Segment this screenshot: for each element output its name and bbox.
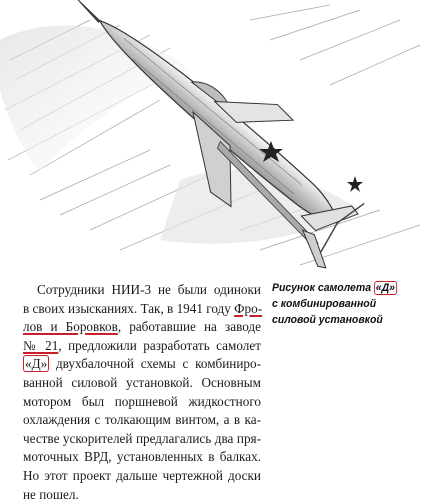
article-body: [23, 281, 261, 504]
underlined-factory-number: № 21: [23, 337, 59, 353]
body-line: мотором был поршневой жидкостного: [23, 393, 261, 409]
body-line: ванной силовой установкой. Основным: [23, 374, 261, 390]
body-line: моточных ВРД, установленных в балках.: [23, 449, 261, 465]
caption-line: Рисунок самолета «Д»: [272, 282, 396, 294]
figure-caption: [272, 281, 419, 328]
body-line: № 21, предложили разработать самолет: [23, 337, 261, 353]
body-line: не пошел.: [23, 486, 79, 502]
boxed-aircraft-name: «Д»: [375, 282, 396, 294]
underlined-name: Фро-: [234, 300, 263, 316]
underlined-name: лов и Боровков: [23, 319, 118, 335]
caption-line: с комбинированной: [272, 297, 377, 310]
body-line: охлаждения с толкающим винтом, а в ка-: [23, 412, 261, 428]
body-line: лов и Боровков, работавшие на заводе: [23, 319, 261, 335]
boxed-aircraft-name: «Д»: [25, 356, 48, 372]
caption-line: силовой установкой: [272, 313, 383, 326]
body-line: Сотрудники НИИ-3 не были одиноки: [37, 282, 261, 297]
body-line: Но этот проект дальше чертежной доски: [23, 467, 261, 483]
body-line: честве ускорителей предлагались два пря-: [23, 430, 261, 446]
body-line: в своих изысканиях. Так, в 1941 году Фро-: [23, 300, 263, 316]
body-line: «Д» двухбалочной схемы с комбиниро-: [25, 356, 261, 372]
